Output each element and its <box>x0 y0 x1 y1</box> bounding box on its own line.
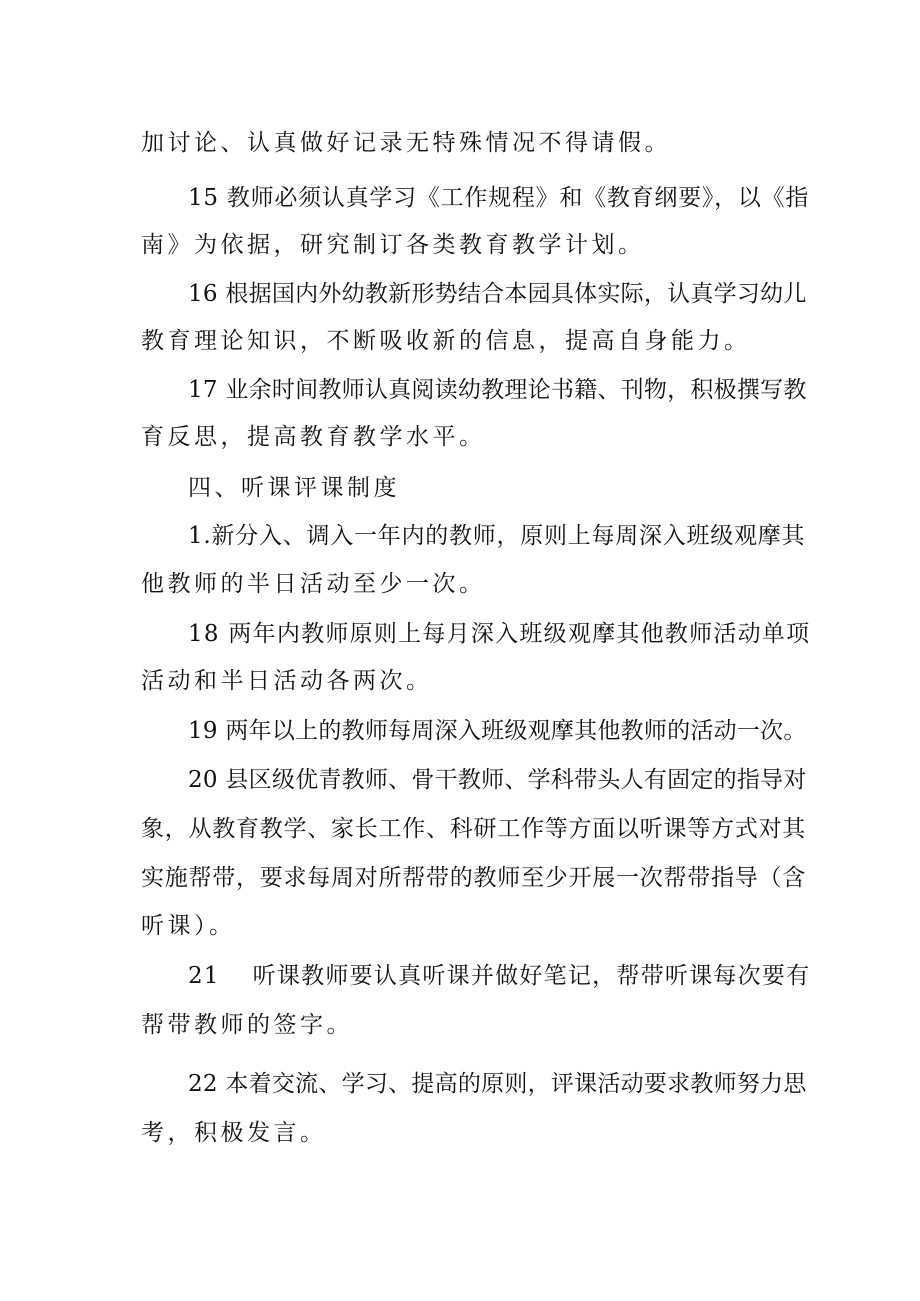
text-line-17: 听课）。 <box>141 913 236 939</box>
text-line-6: 17 业余时间教师认真阅读幼教理论书籍、刊物，积极撰写教 <box>188 377 807 403</box>
text-line-9: 1.新分入、调入一年内的教师，原则上每周深入班级观摩其 <box>188 523 806 549</box>
text-line-5: 教育理论知识，不断吸收新的信息，提高自身能力。 <box>141 328 751 354</box>
text-line-7: 育反思，提高教育教学水平。 <box>141 424 486 450</box>
text-line-11: 18 两年内教师原则上每月深入班级观摩其他教师活动单项 <box>188 621 811 647</box>
section-heading: 四、听课评课制度 <box>188 475 400 501</box>
text-line-19: 帮带教师的签字。 <box>141 1012 353 1038</box>
text-line-12: 活动和半日活动各两次。 <box>141 668 433 694</box>
text-line-3: 南》为依据，研究制订各类教育教学计划。 <box>141 232 645 258</box>
text-line-20: 22 本着交流、学习、提高的原则，评课活动要求教师努力思 <box>188 1071 807 1097</box>
text-line-2: 15 教师必须认真学习《工作规程》和《教育纲要》，以《指 <box>188 185 810 211</box>
text-line-15: 象，从教育教学、家长工作、科研工作等方面以听课等方式对其 <box>141 816 806 842</box>
text-line-18: 21 听课教师要认真听课并做好笔记，帮带听课每次要有 <box>188 963 811 989</box>
text-line-10: 他教师的半日活动至少一次。 <box>141 571 486 597</box>
text-line-21: 考，积极发言。 <box>141 1120 327 1146</box>
text-line-16: 实施帮带，要求每周对所帮带的教师至少开展一次帮带指导（含 <box>141 865 806 891</box>
text-line-14: 20 县区级优青教师、骨干教师、学科带头人有固定的指导对 <box>188 767 807 793</box>
text-line-13: 19 两年以上的教师每周深入班级观摩其他教师的活动一次。 <box>188 718 807 744</box>
text-line-4: 16 根据国内外幼教新形势结合本园具体实际，认真学习幼儿 <box>188 281 807 307</box>
text-line-1: 加讨论、认真做好记录无特殊情况不得请假。 <box>141 130 671 156</box>
